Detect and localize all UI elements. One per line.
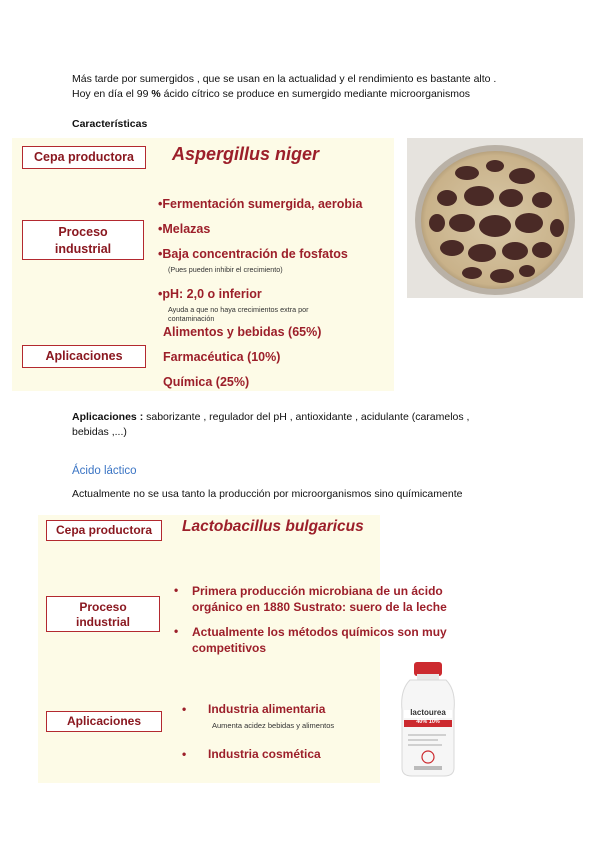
proceso-label-1-l1: Proceso (58, 225, 108, 239)
note-ph-1: Ayuda a que no haya crecimientos extra por (168, 305, 309, 314)
app-farmaceutica: Farmacéutica (10%) (163, 350, 281, 364)
lactourea-bottle-image (390, 660, 466, 778)
aplicaciones-label-1: Aplicaciones (22, 345, 146, 368)
bullet-actualmente-l2: competitivos (192, 641, 267, 655)
app-industria-alimentaria: Industria alimentaria (208, 702, 326, 716)
intro-line-2c: ácido cítrico se produce en sumergido mediante microorganismos (160, 88, 471, 100)
bullet-actualmente-l1: Actualmente los métodos químicos son muy (192, 625, 447, 639)
app2-glyph-1: • (182, 702, 187, 716)
bullet-melazas: •Melazas (158, 222, 211, 236)
aplicaciones-label-2: Aplicaciones (46, 711, 162, 732)
proceso-label-1 (22, 220, 144, 260)
aplicaciones-paragraph (72, 410, 572, 425)
proceso-label-2-l1: Proceso (79, 600, 127, 614)
bullet-primera-l2: orgánico en 1880 Sustrato: suero de la leche (192, 600, 447, 614)
note-ph-2: contaminación (168, 314, 215, 323)
proceso-label-1-l2: industrial (54, 242, 112, 256)
app1-note: Aumenta acidez bebidas y alimentos (212, 721, 335, 730)
bottle-badge: 40% 10% (416, 719, 440, 725)
bottle-brand: lactourea (410, 708, 446, 717)
aspergillus-petri-dish-image (407, 138, 583, 298)
intro-line-2a: Hoy en día el 99 (72, 88, 152, 100)
bullet-ph: •pH: 2,0 o inferior (158, 287, 262, 301)
note-fosfatos: (Pues pueden inhibir el crecimiento) (168, 265, 283, 274)
intro-line-1: Más tarde por sumergidos , que se usan en la actualidad y el rendimiento es bastante alto . (72, 73, 497, 85)
app-alimentos: Alimentos y bebidas (65%) (163, 325, 322, 339)
intro-line-2 (72, 87, 572, 102)
bullet-primera (192, 583, 447, 615)
note-ph (168, 305, 309, 323)
cepa-value-2: Lactobacillus bulgaricus (182, 518, 364, 535)
app-quimica: Química (25%) (163, 375, 250, 389)
aplicaciones-para-line1: saborizante , regulador del pH , antioxidante , acidulante (caramelos , (143, 411, 470, 423)
acido-lactico-text: Actualmente no se usa tanto la producción por microorganismos sino químicamente (72, 488, 463, 500)
cepa-label-1: Cepa productora (22, 146, 146, 169)
bullet-fosfatos: •Baja concentración de fosfatos (158, 247, 348, 261)
caracteristicas-heading: Características (72, 118, 148, 130)
proceso-label-2 (46, 596, 160, 632)
app2-glyph-2: • (182, 747, 187, 761)
petri-dish-icon (407, 138, 583, 298)
aplicaciones-para-line2: bebidas ,...) (72, 426, 127, 438)
intro-percent: % (151, 88, 161, 100)
app-industria-cosmetica: Industria cosmética (208, 747, 321, 761)
acido-lactico-heading: Ácido láctico (72, 465, 137, 477)
bullet-primera-glyph: • (174, 583, 179, 597)
bullet-actualmente (192, 624, 447, 656)
bullet-actualmente-glyph: • (174, 624, 179, 638)
bullet-fermentacion: •Fermentación sumergida, aerobia (158, 197, 363, 211)
aplicaciones-para-label: Aplicaciones : (72, 411, 144, 423)
bullet-primera-l1: Primera producción microbiana de un ácido (192, 584, 443, 598)
cepa-value-1: Aspergillus niger (172, 144, 320, 164)
cepa-label-2: Cepa productora (46, 520, 162, 541)
proceso-label-2-l2: industrial (75, 615, 130, 629)
